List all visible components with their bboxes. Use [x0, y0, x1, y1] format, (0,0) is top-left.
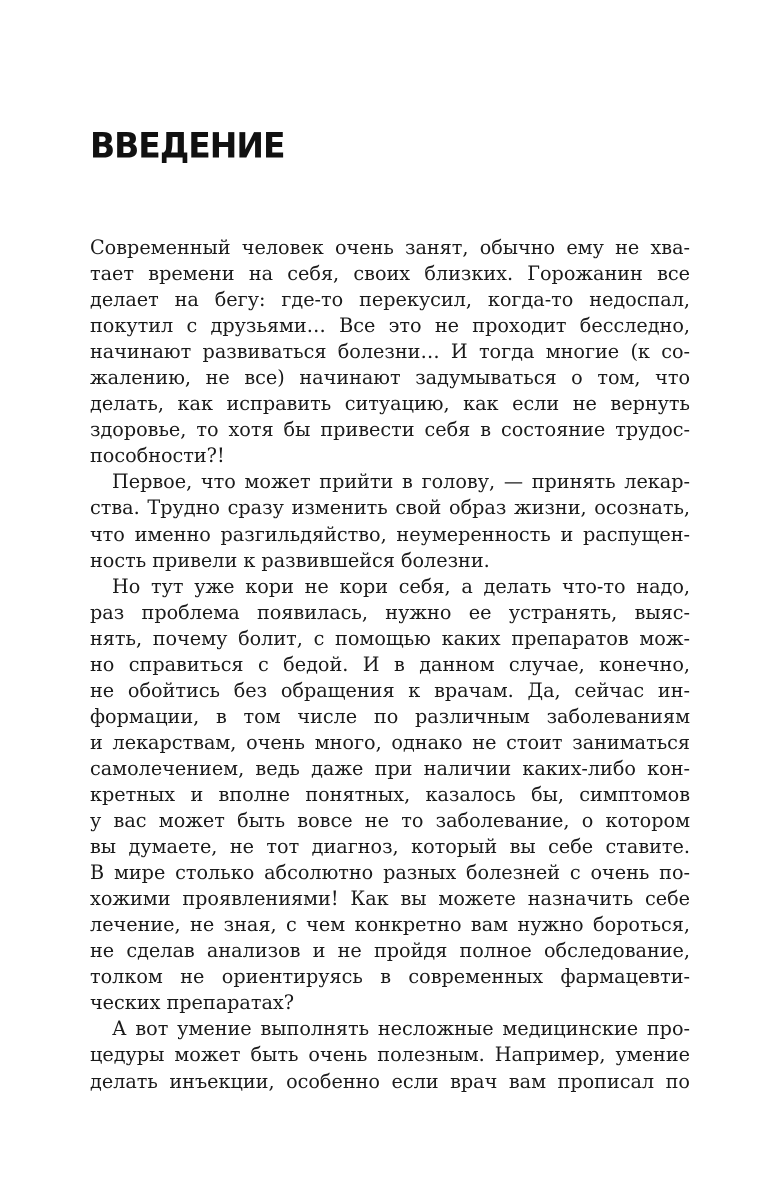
text-line: А вот умение выполнять несложные медицинские про- — [112, 1017, 690, 1041]
text-line: тает времени на себя, своих близких. Горожанин все — [90, 262, 690, 286]
text-line: самолечением, ведь даже при наличии каких-либо кон- — [90, 756, 690, 780]
text-line: нять, почему болит, с помощью каких препаратов мож- — [90, 626, 690, 650]
text-line: кретных и вполне понятных, казалось бы, симптомов — [90, 782, 690, 806]
text-line: делать инъекции, особенно если врач вам прописал по — [90, 1069, 690, 1093]
text-line: ческих препаратах? — [90, 991, 295, 1015]
chapter-heading: ВВЕДЕНИЕ — [90, 125, 285, 166]
text-line: покутил с друзьями… Все это не проходит бесследно, — [90, 314, 690, 338]
text-line: Но тут уже кори не кори себя, а делать что-то надо, — [112, 574, 690, 598]
text-line: не сделав анализов и не пройдя полное обследование, — [90, 939, 690, 963]
text-line: делать, как исправить ситуацию, как если не вернуть — [90, 392, 690, 416]
text-line: хожими проявлениями! Как вы можете назначить себе — [90, 887, 690, 911]
text-line: лечение, не зная, с чем конкретно вам нужно бороться, — [90, 913, 690, 937]
text-line: здоровье, то хотя бы привести себя в состояние трудос- — [90, 418, 690, 442]
text-line: не обойтись без обращения к врачам. Да, сейчас ин- — [90, 678, 690, 702]
text-line: Первое, что может прийти в голову, — принять лекар- — [112, 470, 690, 494]
text-line: цедуры может быть очень полезным. Например, умение — [90, 1043, 690, 1067]
text-line: жалению, не все) начинают задумываться о том, что — [90, 366, 690, 390]
text-line: ность привели к развившейся болезни. — [90, 548, 490, 572]
text-line: ства. Трудно сразу изменить свой образ жизни, осознать, — [90, 496, 690, 520]
text-line: но справиться с бедой. И в данном случае, конечно, — [90, 652, 690, 676]
text-line: начинают развиваться болезни… И тогда многие (к со- — [90, 340, 690, 364]
text-line: что именно разгильдяйство, неумеренность и распущен- — [90, 522, 690, 546]
text-line: и лекарствам, очень много, однако не стоит заниматься — [90, 730, 690, 754]
text-line: формации, в том числе по различным заболеваниям — [90, 704, 690, 728]
text-line: раз проблема появилась, нужно ее устранять, выяс- — [90, 600, 690, 624]
text-line: толком не ориентируясь в современных фармацевти- — [90, 965, 690, 989]
text-line: делает на бегу: где-то перекусил, когда-то недоспал, — [90, 288, 690, 312]
body-text — [90, 235, 690, 1095]
text-line: Современный человек очень занят, обычно ему не хва- — [90, 236, 690, 259]
text-line: В мире столько абсолютно разных болезней с очень по- — [90, 861, 690, 885]
text-line: вы думаете, не тот диагноз, который вы себе ставите. — [90, 835, 690, 859]
text-line: у вас может быть вовсе не то заболевание, о котором — [90, 809, 690, 833]
text-line: пособности?! — [90, 444, 225, 468]
